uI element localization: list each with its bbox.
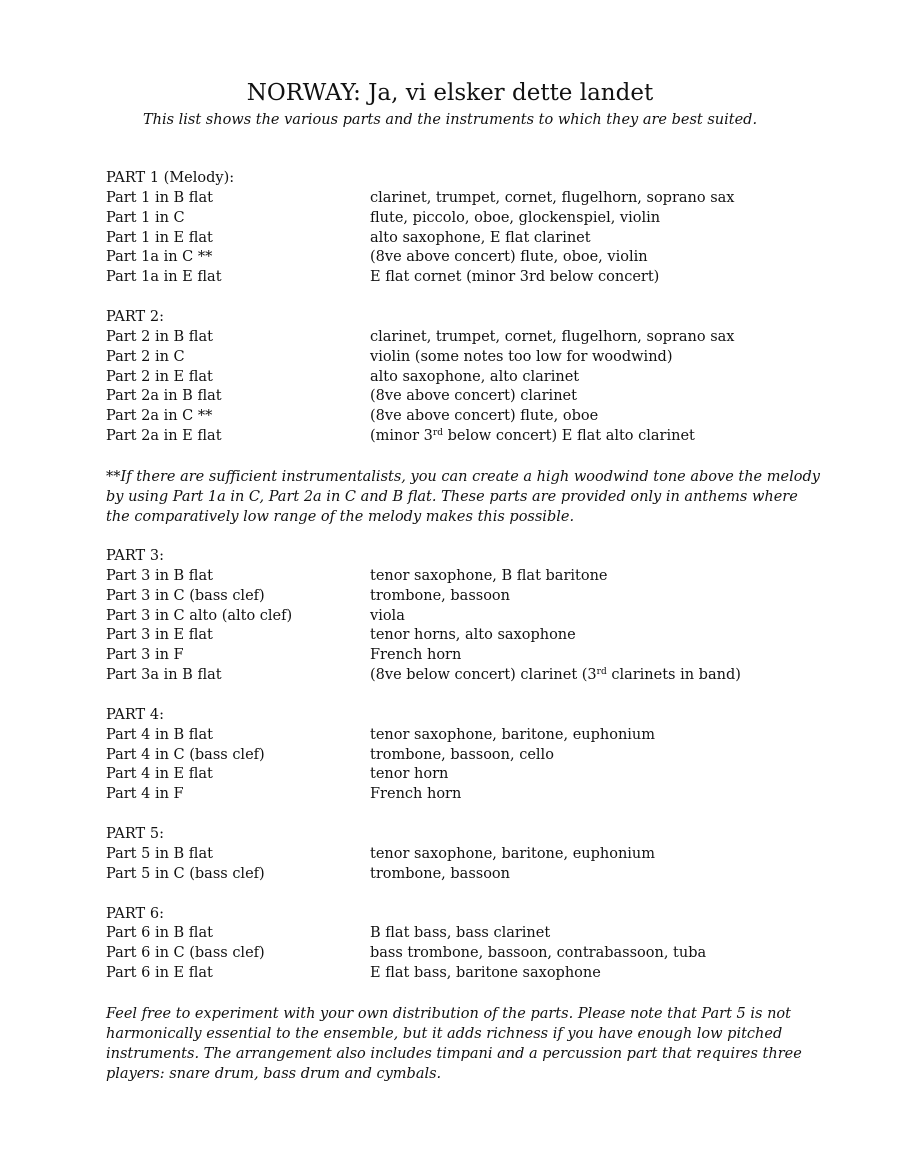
part-name: Part 3 in F [106, 647, 184, 664]
section-spacer [106, 984, 796, 1004]
part-instruments: clarinet, trumpet, cornet, flugelhorn, soprano sax [370, 189, 735, 206]
page-subtitle: This list shows the various parts and the instruments to which they are best suited. [142, 112, 758, 128]
part-name: Part 3a in B flat [106, 667, 222, 684]
note-line: Feel free to experiment with your own distribution of the parts. Please note that Part 5 is not [106, 1005, 791, 1022]
part-instruments: E flat bass, baritone saxophone [370, 965, 601, 982]
section-heading-label: PART 5: [106, 826, 164, 843]
instruments-text: clarinets in band) [606, 667, 741, 684]
part-row [106, 268, 796, 288]
note-line: harmonically essential to the ensemble, but it adds richness if you have enough low pitched [106, 1025, 783, 1042]
part-row [106, 189, 796, 209]
part-row [106, 865, 796, 885]
section-spacer [106, 447, 796, 467]
part-instruments: tenor saxophone, baritone, euphonium [370, 726, 656, 743]
section-heading-label: PART 2: [106, 309, 164, 326]
part-instruments: violin (some notes too low for woodwind) [370, 348, 673, 365]
part-instruments [370, 666, 741, 686]
part-instruments: French horn [370, 786, 462, 803]
section-spacer [106, 288, 796, 308]
part-row [106, 387, 796, 407]
part-instruments: B flat bass, bass clarinet [370, 925, 551, 942]
part-name: Part 3 in B flat [106, 567, 213, 584]
part-row [106, 567, 796, 587]
part-row [106, 607, 796, 627]
part-row [106, 229, 796, 249]
part-name: Part 2a in E flat [106, 428, 222, 445]
instruments-text: below concert) E flat alto clarinet [442, 428, 695, 445]
note-line: players: snare drum, bass drum and cymbals. [106, 1066, 442, 1083]
part-row [106, 427, 796, 447]
section-heading-label: PART 4: [106, 706, 164, 723]
part-instruments: tenor horn [370, 766, 449, 783]
section-heading-part5 [106, 825, 796, 845]
part-row [106, 248, 796, 268]
part-instruments: (8ve above concert) flute, oboe [370, 408, 599, 425]
section-heading-label: PART 6: [106, 905, 164, 922]
parts-list [106, 169, 820, 1084]
part-instruments: tenor horns, alto saxophone [370, 627, 576, 644]
part-instruments: trombone, bassoon [370, 865, 510, 882]
section-heading-part6 [106, 905, 796, 925]
part-name: Part 5 in B flat [106, 845, 213, 862]
part-row [106, 209, 796, 229]
part-name: Part 4 in B flat [106, 726, 213, 743]
part-instruments: trombone, bassoon, cello [370, 746, 554, 763]
part-row [106, 666, 796, 686]
section-spacer [106, 527, 796, 547]
note-line: the comparatively low range of the melody makes this possible. [106, 509, 575, 526]
part-row [106, 964, 796, 984]
part-name: Part 1 in C [106, 209, 185, 226]
part-name: Part 2a in B flat [106, 388, 222, 405]
part-row [106, 765, 796, 785]
instruments-text: (8ve below concert) clarinet (3 [370, 667, 597, 684]
part-instruments: (8ve above concert) clarinet [370, 388, 577, 405]
part-name: Part 6 in B flat [106, 925, 213, 942]
instruments-text: (minor 3 [370, 428, 433, 445]
section-heading-label: PART 1 (Melody): [106, 170, 235, 186]
part-instruments: (8ve above concert) flute, oboe, violin [370, 249, 648, 266]
section-heading-part2 [106, 308, 796, 328]
part-row [106, 626, 796, 646]
part-instruments: tenor saxophone, B flat baritone [370, 567, 608, 584]
note-line: instruments. The arrangement also includes timpani and a percussion part that requires three [106, 1045, 802, 1062]
part-instruments: clarinet, trumpet, cornet, flugelhorn, soprano sax [370, 328, 735, 345]
part-row [106, 348, 796, 368]
note-line: by using Part 1a in C, Part 2a in C and B flat. These parts are provided only in anthems where [106, 488, 798, 505]
part-row [106, 924, 796, 944]
part-row [106, 746, 796, 766]
section-heading-part3 [106, 547, 796, 567]
section-heading-part4 [106, 706, 796, 726]
part-name: Part 3 in C alto (alto clef) [106, 607, 293, 624]
part-name: Part 3 in C (bass clef) [106, 587, 265, 604]
part-name: Part 2 in B flat [106, 328, 213, 345]
part-name: Part 4 in E flat [106, 766, 213, 783]
note-line: **If there are sufficient instrumentalists, you can create a high woodwind tone above the melody [106, 468, 820, 485]
part-name: Part 1a in E flat [106, 269, 222, 286]
section-heading-part1 [106, 169, 796, 189]
part-row [106, 328, 796, 348]
section-heading-label: PART 3: [106, 548, 164, 565]
part-name: Part 6 in C (bass clef) [106, 945, 265, 962]
part-name: Part 3 in E flat [106, 627, 213, 644]
part-row [106, 944, 796, 964]
part-name: Part 2 in C [106, 348, 185, 365]
page-title: NORWAY: Ja, vi elsker dette landet [246, 80, 654, 106]
part-row [106, 646, 796, 666]
ordinal-superscript: rd [596, 667, 607, 678]
part-instruments: E flat cornet (minor 3rd below concert) [370, 269, 660, 286]
part-instruments: tenor saxophone, baritone, euphonium [370, 845, 656, 862]
part-name: Part 2a in C ** [106, 408, 213, 425]
part-instruments [370, 427, 695, 447]
part-instruments: alto saxophone, alto clarinet [370, 368, 580, 385]
section-spacer [106, 885, 796, 905]
part-instruments: viola [370, 607, 405, 624]
section-spacer [106, 805, 796, 825]
part-row [106, 407, 796, 427]
distribution-note [106, 1004, 802, 1084]
part-name: Part 1a in C ** [106, 249, 213, 266]
part-name: Part 4 in C (bass clef) [106, 746, 265, 763]
part-row [106, 845, 796, 865]
part-instruments: trombone, bassoon [370, 587, 510, 604]
part-name: Part 1 in E flat [106, 229, 213, 246]
part-name: Part 6 in E flat [106, 965, 213, 982]
woodwind-note [106, 467, 820, 527]
section-spacer [106, 686, 796, 706]
part-instruments: flute, piccolo, oboe, glockenspiel, violin [370, 209, 661, 226]
part-name: Part 4 in F [106, 786, 184, 803]
part-instruments: French horn [370, 647, 462, 664]
part-row [106, 785, 796, 805]
part-instruments: alto saxophone, E flat clarinet [370, 229, 591, 246]
part-instruments: bass trombone, bassoon, contrabassoon, tuba [370, 945, 707, 962]
part-name: Part 2 in E flat [106, 368, 213, 385]
part-row [106, 726, 796, 746]
ordinal-superscript: rd [432, 428, 443, 439]
part-name: Part 1 in B flat [106, 189, 213, 206]
part-name: Part 5 in C (bass clef) [106, 865, 265, 882]
part-row [106, 587, 796, 607]
part-row [106, 368, 796, 388]
